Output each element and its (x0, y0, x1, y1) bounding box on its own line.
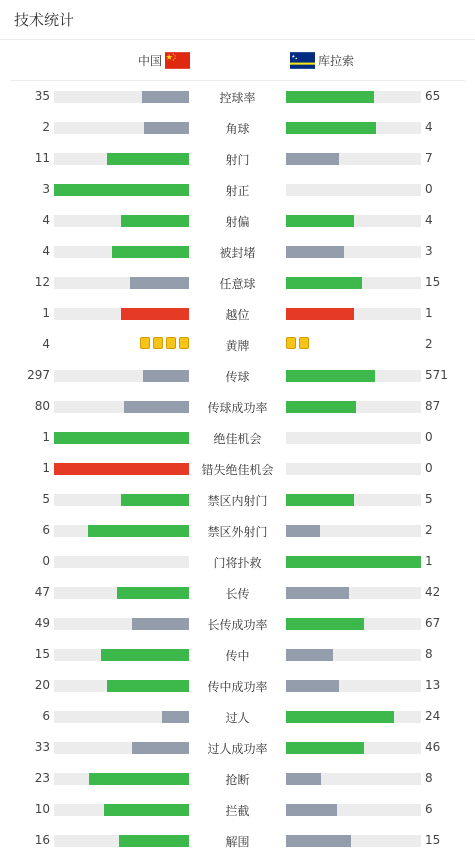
stat-label: 禁区内射门 (207, 494, 268, 508)
away-stat-bar-fill (286, 835, 351, 847)
away-stat-bar (286, 742, 421, 754)
away-stat-bar-fill (286, 649, 333, 661)
page-title: 技术统计 (14, 11, 75, 29)
stat-label: 任意球 (219, 277, 256, 291)
stat-row (0, 670, 475, 701)
stat-label: 传球成功率 (207, 401, 268, 415)
away-stat-bar-fill (286, 742, 364, 754)
away-stat-bar (286, 494, 421, 506)
home-stat-bar (54, 835, 189, 847)
home-stat-bar (54, 370, 189, 382)
away-stat-bar-fill (286, 215, 354, 227)
home-stat-bar (54, 525, 189, 537)
home-stat-bar-fill (132, 742, 189, 754)
stat-row (0, 484, 475, 515)
home-stat-bar (54, 711, 189, 723)
away-stat-bar (286, 587, 421, 599)
home-stat-bar (54, 122, 189, 134)
away-stat-bar (286, 215, 421, 227)
home-stat-bar (54, 680, 189, 692)
stat-row (0, 515, 475, 546)
home-stat-bar (54, 556, 189, 568)
yellow-card-icon (166, 337, 176, 349)
away-stat-bar-fill (286, 370, 375, 382)
away-stat-value: 5 (425, 492, 433, 506)
away-stat-bar (286, 804, 421, 816)
home-stat-bar (54, 308, 189, 320)
china-flag-icon (165, 52, 190, 69)
stat-row (0, 236, 475, 267)
stat-row (0, 267, 475, 298)
yellow-card-icon (299, 337, 309, 349)
stat-row (0, 81, 475, 112)
stat-label: 解围 (225, 835, 250, 849)
home-stat-value: 35 (34, 89, 50, 103)
home-stat-bar-fill (162, 711, 189, 723)
stat-row (0, 298, 475, 329)
away-stat-value: 4 (425, 120, 433, 134)
away-stat-bar-fill (286, 773, 321, 785)
stat-row (0, 174, 475, 205)
stat-label: 射正 (225, 184, 250, 198)
home-stat-bar-fill (117, 587, 189, 599)
stat-row (0, 639, 475, 670)
home-stat-bar-fill (54, 432, 189, 444)
away-stat-value: 6 (425, 802, 433, 816)
away-stat-value: 15 (425, 833, 441, 847)
home-stat-bar (54, 463, 189, 475)
home-stat-value: 6 (42, 523, 50, 537)
away-stat-bar-fill (286, 587, 349, 599)
home-stat-bar (54, 494, 189, 506)
away-stat-bar-fill (286, 556, 421, 568)
away-stat-bar (286, 122, 421, 134)
away-stat-value: 15 (425, 275, 441, 289)
stat-label: 射偏 (225, 215, 250, 229)
away-stat-value: 0 (425, 182, 433, 196)
home-stat-value: 20 (34, 678, 50, 692)
home-team (138, 52, 190, 69)
away-stat-value: 0 (425, 461, 433, 475)
away-stat-bar (286, 556, 421, 568)
away-stat-bar (286, 401, 421, 413)
home-stat-bar (54, 277, 189, 289)
stats-list (0, 81, 475, 856)
stat-row (0, 112, 475, 143)
home-stat-bar-fill (124, 401, 189, 413)
stats-header (0, 0, 475, 40)
away-stat-value: 7 (425, 151, 433, 165)
away-stat-value: 46 (425, 740, 441, 754)
away-stat-value: 571 (425, 368, 448, 382)
away-stat-bar (286, 277, 421, 289)
yellow-card-icon (153, 337, 163, 349)
home-stat-bar-fill (54, 463, 189, 475)
stat-label: 过人成功率 (207, 742, 268, 756)
home-stat-bar (54, 153, 189, 165)
home-stat-value: 15 (34, 647, 50, 661)
away-stat-bar (286, 525, 421, 537)
away-stat-value: 8 (425, 771, 433, 785)
home-stat-bar-fill (89, 773, 189, 785)
home-stat-bar-fill (143, 370, 189, 382)
stat-row (0, 453, 475, 484)
stat-row (0, 701, 475, 732)
home-stat-value: 23 (34, 771, 50, 785)
away-stat-value: 87 (425, 399, 441, 413)
stat-row (0, 608, 475, 639)
home-stat-value: 4 (42, 337, 50, 351)
away-stat-value: 0 (425, 430, 433, 444)
stat-row (0, 763, 475, 794)
home-stat-bar-fill (101, 649, 189, 661)
away-stat-bar-fill (286, 804, 337, 816)
away-stat-bar (286, 432, 421, 444)
stat-row (0, 329, 475, 360)
home-stat-bar (54, 215, 189, 227)
home-stat-bar-fill (107, 680, 189, 692)
stat-label: 门将扑救 (213, 556, 262, 570)
away-stat-bar (286, 184, 421, 196)
home-stat-bar (54, 432, 189, 444)
stat-row (0, 391, 475, 422)
away-stat-bar-fill (286, 91, 374, 103)
stat-row (0, 205, 475, 236)
stat-row (0, 732, 475, 763)
away-stat-value: 8 (425, 647, 433, 661)
home-stat-value: 16 (34, 833, 50, 847)
away-stat-bar-fill (286, 618, 364, 630)
yellow-card-icon (179, 337, 189, 349)
away-team-name: 库拉索 (318, 54, 355, 68)
stat-label: 越位 (225, 308, 250, 322)
away-stat-bar-fill (286, 711, 394, 723)
stat-row (0, 825, 475, 856)
stat-label: 射门 (225, 153, 250, 167)
home-stat-value: 1 (42, 461, 50, 475)
stat-label: 传中成功率 (207, 680, 268, 694)
home-stat-value: 6 (42, 709, 50, 723)
home-stat-value: 4 (42, 244, 50, 258)
stat-row (0, 577, 475, 608)
home-stat-bar (54, 773, 189, 785)
home-stat-bar-fill (144, 122, 189, 134)
stat-label: 长传 (225, 587, 250, 601)
away-stat-bar (286, 463, 421, 475)
home-stat-value: 1 (42, 430, 50, 444)
away-stat-value: 1 (425, 554, 433, 568)
away-yellow-cards (286, 337, 309, 349)
away-stat-value: 65 (425, 89, 441, 103)
home-stat-bar-fill (121, 215, 189, 227)
home-stat-value: 80 (34, 399, 50, 413)
stat-label: 被封堵 (219, 246, 256, 260)
away-stat-bar (286, 370, 421, 382)
home-stat-bar-fill (130, 277, 189, 289)
stat-row (0, 422, 475, 453)
curacao-flag-icon (290, 52, 315, 69)
home-stat-bar-fill (119, 835, 189, 847)
stat-label: 绝佳机会 (213, 432, 262, 446)
away-stat-bar (286, 246, 421, 258)
home-stat-bar-fill (107, 153, 189, 165)
home-stat-bar-fill (142, 91, 189, 103)
away-stat-value: 1 (425, 306, 433, 320)
home-stat-value: 3 (42, 182, 50, 196)
home-stat-bar (54, 91, 189, 103)
away-stat-bar (286, 153, 421, 165)
home-stat-bar (54, 742, 189, 754)
stat-row (0, 794, 475, 825)
away-stat-bar-fill (286, 153, 339, 165)
home-stat-value: 4 (42, 213, 50, 227)
away-stat-bar (286, 835, 421, 847)
away-stat-value: 67 (425, 616, 441, 630)
home-stat-bar-fill (88, 525, 189, 537)
away-stat-bar-fill (286, 401, 356, 413)
home-stat-value: 297 (27, 368, 50, 382)
home-stat-bar (54, 618, 189, 630)
home-stat-value: 2 (42, 120, 50, 134)
away-stat-bar (286, 649, 421, 661)
home-stat-value: 33 (34, 740, 50, 754)
home-stat-bar (54, 184, 189, 196)
home-stat-bar (54, 401, 189, 413)
away-stat-value: 42 (425, 585, 441, 599)
stat-row (0, 143, 475, 174)
home-stat-value: 49 (34, 616, 50, 630)
away-stat-bar-fill (286, 308, 354, 320)
away-stat-bar (286, 711, 421, 723)
stat-label: 控球率 (219, 91, 256, 105)
away-stat-bar-fill (286, 494, 354, 506)
home-stat-value: 10 (34, 802, 50, 816)
away-stat-value: 13 (425, 678, 441, 692)
away-stat-bar (286, 773, 421, 785)
away-stat-bar-fill (286, 277, 362, 289)
away-team (290, 52, 354, 69)
stat-label: 拦截 (225, 804, 250, 818)
stat-row (0, 546, 475, 577)
yellow-card-icon (140, 337, 150, 349)
stat-label: 错失绝佳机会 (201, 463, 274, 477)
away-stat-value: 2 (425, 523, 433, 537)
away-stat-value: 3 (425, 244, 433, 258)
stat-label: 长传成功率 (207, 618, 268, 632)
away-stat-value: 24 (425, 709, 441, 723)
stat-row (0, 360, 475, 391)
yellow-card-icon (286, 337, 296, 349)
stat-label: 传球 (225, 370, 250, 384)
away-stat-value: 4 (425, 213, 433, 227)
away-stat-bar-fill (286, 525, 320, 537)
stat-label: 角球 (225, 122, 250, 136)
away-stat-bar-fill (286, 246, 344, 258)
home-stat-value: 1 (42, 306, 50, 320)
stat-label: 过人 (225, 711, 250, 725)
away-stat-bar-fill (286, 122, 376, 134)
home-stat-value: 11 (34, 151, 50, 165)
away-stat-bar (286, 308, 421, 320)
away-stat-bar-fill (286, 680, 339, 692)
home-stat-bar-fill (132, 618, 189, 630)
away-stat-bar (286, 680, 421, 692)
home-stat-bar-fill (54, 184, 189, 196)
home-stat-bar (54, 804, 189, 816)
stat-label: 传中 (225, 649, 250, 663)
home-stat-value: 5 (42, 492, 50, 506)
home-stat-value: 12 (34, 275, 50, 289)
home-yellow-cards (140, 337, 189, 349)
home-stat-bar-fill (104, 804, 189, 816)
home-stat-value: 47 (34, 585, 50, 599)
home-stat-value: 0 (42, 554, 50, 568)
stat-label: 禁区外射门 (207, 525, 268, 539)
stat-label: 抢断 (225, 773, 250, 787)
home-stat-bar (54, 246, 189, 258)
away-stat-value: 2 (425, 337, 433, 351)
home-stat-bar-fill (121, 308, 189, 320)
away-stat-bar (286, 91, 421, 103)
home-stat-bar-fill (112, 246, 189, 258)
away-stat-bar (286, 618, 421, 630)
home-stat-bar-fill (121, 494, 189, 506)
home-team-name: 中国 (137, 54, 162, 68)
home-stat-bar (54, 587, 189, 599)
home-stat-bar (54, 649, 189, 661)
teams-bar (10, 41, 465, 81)
stat-label: 黄牌 (225, 339, 250, 353)
